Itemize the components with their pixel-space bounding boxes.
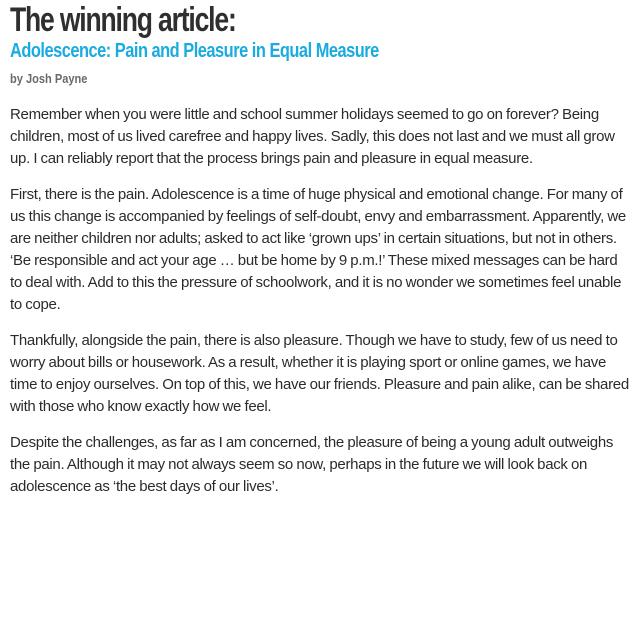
page-heading: The winning article: [10,1,236,39]
article-byline: by Josh Payne [10,71,88,86]
paragraph-2: First, there is the pain. Adolescence is a time of huge physical and emotional change. For many of us this change is accompanied by feelings of self-doubt, envy and embarrassment. Apparently, we are neither children nor adults; asked to act like ‘grown ups’ in certain situations, but not in others. ‘Be responsible and act your age … but be home by 9 p.m.!’ These mixed messages can be hard to deal with. Add to this the pressure of schoolwork, and it is no wonder we sometimes feel unable to cope. [10,186,626,313]
paragraph-4: Despite the challenges, as far as I am concerned, the pleasure of being a young adult outweighs the pain. Although it may not always seem so now, perhaps in the future we will look back on adolescence as ‘the best days of our lives’. [10,434,614,495]
paragraph-3: Thankfully, alongside the pain, there is also pleasure. Though we have to study, few of us need to worry about bills or housework. As a result, whether it is playing sport or online games, we have time to enjoy ourselves. On top of this, we have our friends. Pleasure and pain alike, can be shared with those who know exactly how we feel. [10,332,629,415]
article-title: Adolescence: Pain and Pleasure in Equal Measure [10,40,379,62]
paragraph-1: Remember when you were little and school summer holidays seemed to go on forever? Being children, most of us lived carefree and happy lives. Sadly, this does not last and we must all grow up. I can reliably report that the process brings pain and pleasure in equal measure. [10,106,615,167]
article-body [10,104,632,498]
